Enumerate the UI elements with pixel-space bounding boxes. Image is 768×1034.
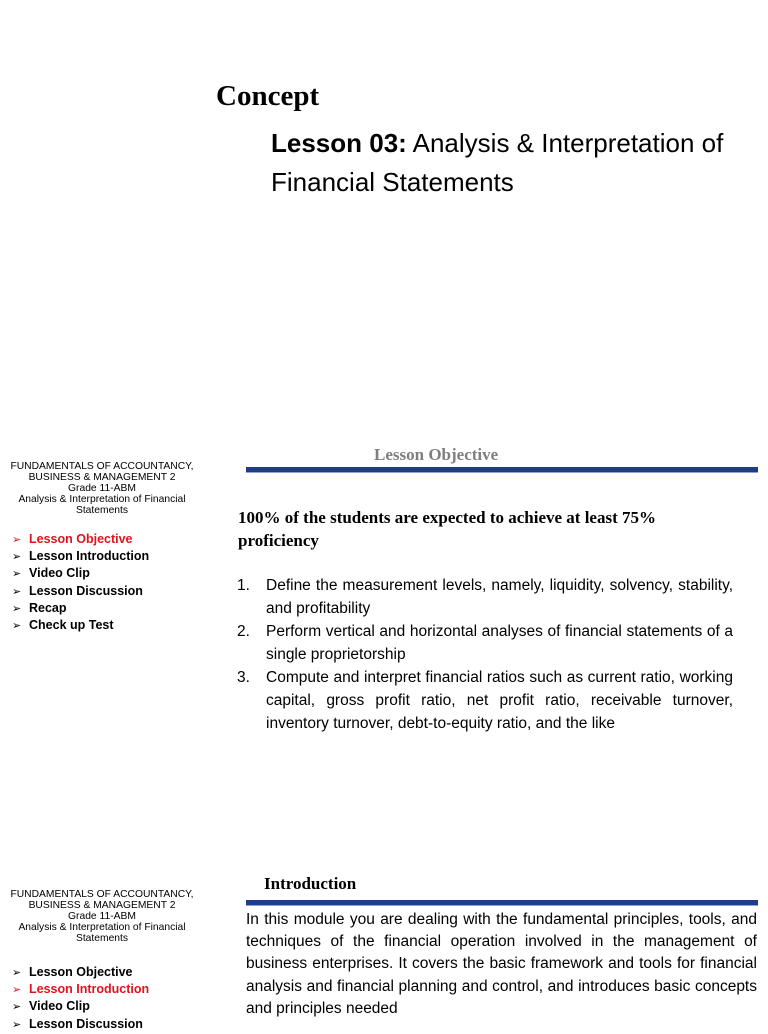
arrow-icon: ➢ [12, 551, 22, 564]
course-line: FUNDAMENTALS OF ACCOUNTANCY, [10, 461, 194, 472]
course-line: FUNDAMENTALS OF ACCOUNTANCY, [10, 889, 194, 900]
objectives-list [237, 574, 733, 735]
course-line: BUSINESS & MANAGEMENT 2 [28, 472, 176, 483]
nav-item-lesson-discussion[interactable]: ➢ Lesson Discussion [12, 1016, 149, 1033]
course-line: BUSINESS & MANAGEMENT 2 [28, 900, 176, 911]
course-line: Statements [75, 933, 129, 944]
nav-item-video-clip[interactable]: ➢ Video Clip [12, 998, 149, 1015]
objective-item: 3. Compute and interpret financial ratios such as current ratio, working capital, gross profit ratio, net profit ratio, receivable turnover, inventory turnover, debt-to-equity ratio, and the like [237, 669, 733, 732]
arrow-icon: ➢ [12, 1018, 22, 1031]
lesson-number: Lesson 03: [271, 128, 407, 158]
lesson-name: Analysis & Interpretation of Financial Statements [271, 128, 724, 197]
nav-item-lesson-objective[interactable]: ➢ Lesson Objective [12, 531, 149, 548]
course-line: Analysis & Interpretation of Financial [18, 922, 186, 933]
course-line: Grade 11-ABM [68, 911, 136, 922]
arrow-icon: ➢ [12, 619, 22, 632]
nav-item-lesson-introduction[interactable]: ➢ Lesson Introduction [12, 548, 149, 565]
course-info [8, 889, 196, 944]
nav-item-lesson-discussion[interactable]: ➢ Lesson Discussion [12, 583, 149, 600]
course-info [8, 461, 196, 516]
lesson-nav [12, 964, 149, 1033]
arrow-icon: ➢ [12, 1001, 22, 1014]
lesson-nav [12, 531, 149, 634]
nav-item-lesson-introduction[interactable]: ➢ Lesson Introduction [12, 981, 149, 998]
objective-item: 2. Perform vertical and horizontal analyses of financial statements of a single proprietorship [237, 623, 733, 663]
arrow-icon: ➢ [12, 534, 22, 546]
arrow-icon: ➢ [12, 568, 22, 581]
nav-item-check-up-test[interactable]: ➢ Check up Test [12, 617, 149, 634]
concept-title: Concept [216, 80, 320, 112]
lesson-title [271, 124, 761, 202]
arrow-icon: ➢ [12, 967, 22, 979]
nav-item-video-clip[interactable]: ➢ Video Clip [12, 565, 149, 582]
heading-rule [246, 467, 758, 473]
heading-rule [246, 900, 758, 906]
section-heading-objective: Lesson Objective [374, 445, 499, 464]
objective-item: 1. Define the measurement levels, namely, liquidity, solvency, stability, and profitability [237, 577, 733, 617]
course-line: Analysis & Interpretation of Financial [18, 494, 186, 505]
arrow-icon: ➢ [12, 984, 22, 997]
proficiency-goal: 100% of the students are expected to achieve at least 75% proficiency [238, 508, 657, 550]
course-line: Grade 11-ABM [68, 483, 136, 494]
course-line: Statements [75, 505, 129, 516]
nav-item-lesson-objective[interactable]: ➢ Lesson Objective [12, 964, 149, 981]
section-heading-introduction: Introduction [264, 874, 357, 893]
arrow-icon: ➢ [12, 585, 22, 598]
introduction-text: In this module you are dealing with the fundamental principles, tools, and techniques of the financial operation involved in the management of business enterprises. It covers the basic framework and tools for financial analysis and financial planning and control, and introduces basic concepts and principles needed [246, 911, 757, 1017]
nav-item-recap[interactable]: ➢ Recap [12, 600, 149, 617]
arrow-icon: ➢ [12, 602, 22, 615]
